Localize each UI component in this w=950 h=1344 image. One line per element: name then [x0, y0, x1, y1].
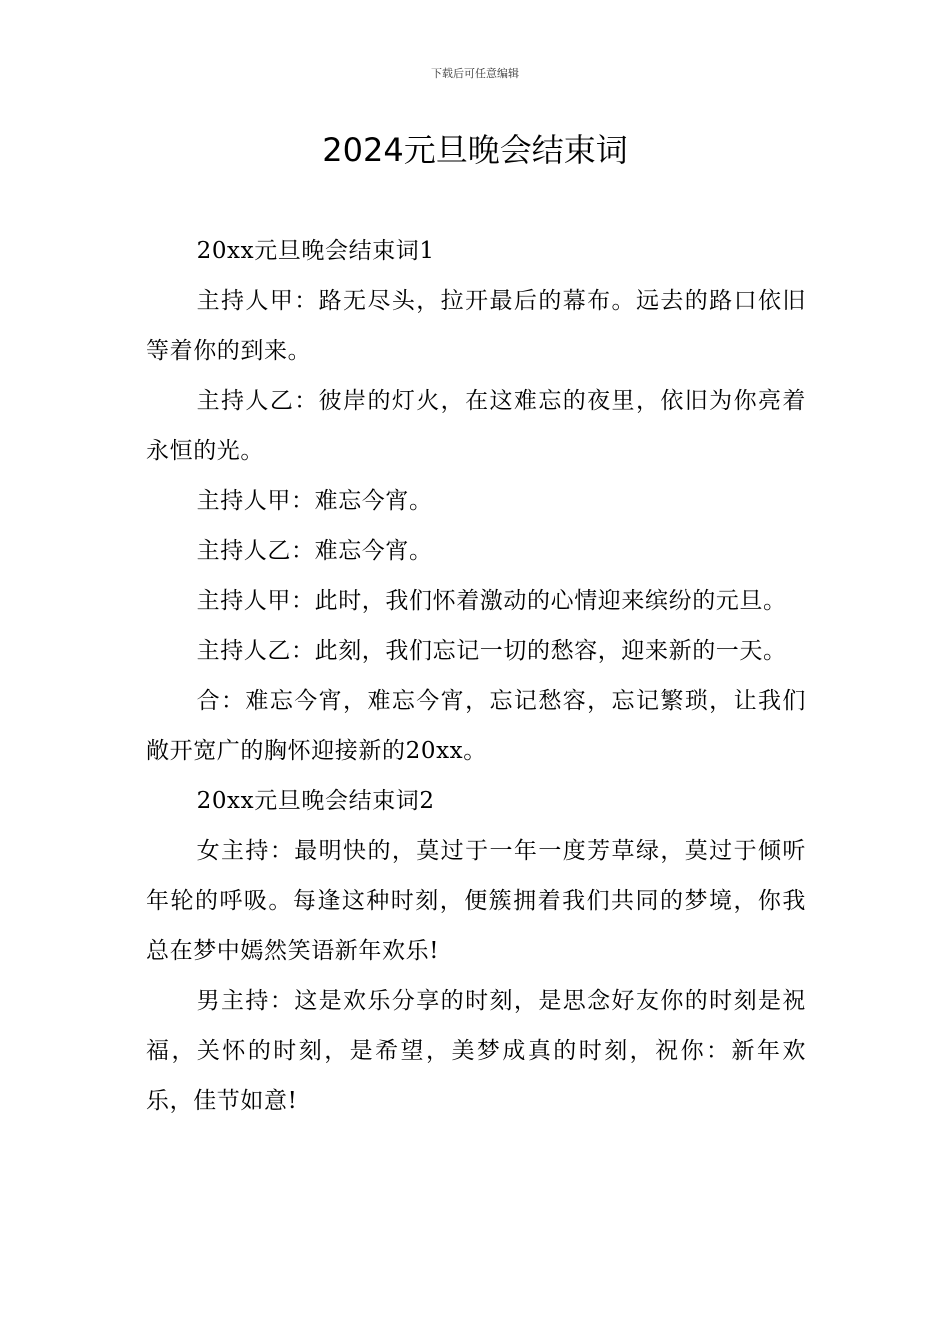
paragraph: 合：难忘今宵，难忘今宵，忘记愁容，忘记繁琐，让我们敞开宽广的胸怀迎接新的20xx。: [146, 688, 806, 764]
section-heading-2: 20xx元旦晚会结束词2: [196, 788, 435, 814]
paragraph: 主持人乙：难忘今宵。: [196, 538, 433, 564]
paragraph: 主持人甲：此时，我们怀着激动的心情迎来缤纷的元旦。: [196, 588, 787, 614]
document-title: 2024元旦晚会结束词: [322, 131, 628, 169]
paragraph: 主持人乙：彼岸的灯火，在这难忘的夜里，依旧为你亮着永恒的光。: [146, 388, 806, 464]
header-note: 下载后可任意编辑: [431, 67, 519, 80]
paragraph: 主持人甲：难忘今宵。: [196, 488, 433, 514]
paragraph: 女主持：最明快的，莫过于一年一度芳草绿，莫过于倾听年轮的呼吸。每逢这种时刻，便簇拥着我们共同的梦境，你我总在梦中嫣然笑语新年欢乐!: [146, 838, 806, 964]
paragraph: 男主持：这是欢乐分享的时刻，是思念好友你的时刻是祝福，关怀的时刻，是希望，美梦成真的时刻，祝你：新年欢乐，佳节如意!: [146, 988, 806, 1114]
document-body: [146, 226, 806, 1126]
paragraph: 主持人乙：此刻，我们忘记一切的愁容，迎来新的一天。: [196, 638, 787, 664]
section-heading-1: 20xx元旦晚会结束词1: [196, 238, 435, 264]
paragraph: 主持人甲：路无尽头，拉开最后的幕布。远去的路口依旧等着你的到来。: [146, 288, 806, 364]
